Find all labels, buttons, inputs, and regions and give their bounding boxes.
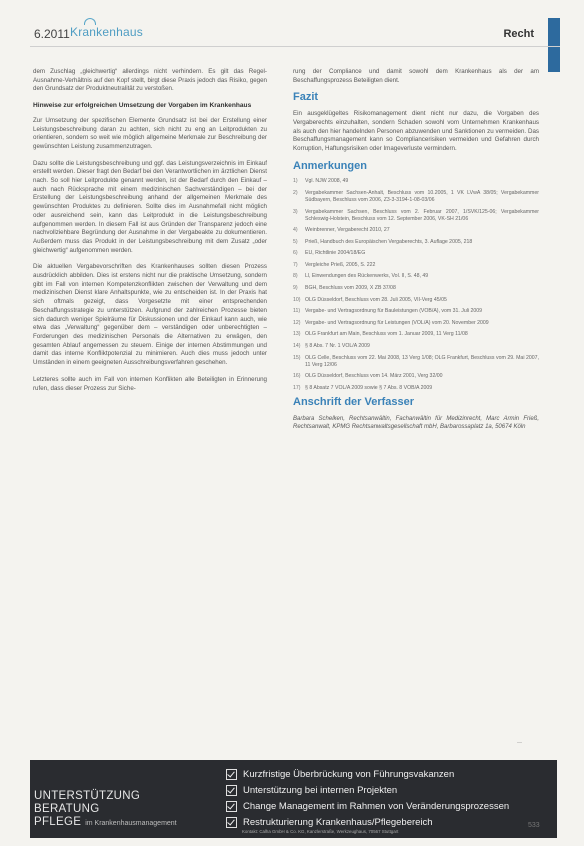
section-title: Recht (503, 28, 534, 40)
note-item: 17) § 8 Absatz 7 VOL/A 2009 sowie § 7 Abs. 8 VOB/A 2009 (293, 384, 433, 391)
logo-text: Krankenhaus (70, 25, 143, 39)
checkbox-icon (226, 785, 237, 796)
section-tab (548, 18, 560, 72)
paragraph: Zur Umsetzung der spezifischen Elemente Grundsatz ist bei der Erstellung einer Leistungsbeschreibung daran zu achten, sich nicht zu eng an Leitprodukten zu orientieren, sondern so weit wie möglich allgemeine Merkmale zur Beschreibung der gewünschten Leistung zusammenzutragen. (33, 116, 267, 150)
note-item: 6) EU, Richtlinie 2004/18/EG (293, 250, 366, 257)
note-item: 5) Prieß, Handbuch des Europäischen Vergaberechts, 3. Auflage 2005, 218 (293, 238, 473, 245)
authors-address: Barbara Schelken, Rechtsanwältin, Fachanwältin für Medizinrecht, Marc Armin Frieß, Rechtsanwalt, KPMG Rechtsanwaltsgesellschaft mbH, Barbarossaplatz 1a, 50674 Köln (293, 415, 539, 431)
page-header (0, 0, 584, 46)
note-item: 3) Vergabekammer Sachsen, Beschluss vom 2. Februar 2007, 1/SVK/125-06; Vergabekammer Schleswig-Holstein, Beschluss vom 12. September 2006, VK-SH 21/06 (293, 208, 539, 222)
note-item: 2) Vergabekammer Sachsen-Anhalt, Beschluss vom 10.2005, 1 VK LVwA 38/05; Vergabekammer Südbayern, Beschluss vom 2006, Z3-3-3194-1-08-03/06 (293, 189, 539, 203)
fazit-heading: Fazit (293, 91, 319, 104)
authors-heading: Anschrift der Verfasser (293, 395, 415, 408)
ad-list-item: Kurzfristige Überbrückung von Führungsvakanzen (226, 766, 509, 782)
note-item: 13) OLG Frankfurt am Main, Beschluss vom 1. Januar 2009, 11 Verg 11/08 (293, 331, 468, 338)
header-rule (30, 46, 560, 47)
note-item: 12) Vergabe- und Vertragsordnung für Leistungen (VOL/A) vom 20. November 2009 (293, 319, 489, 326)
note-item: 4) Weinbrenner, Vergaberecht 2010, 27 (293, 227, 390, 234)
paragraph: dem Zuschlag „gleichwertig“ allerdings nicht verhindern. Es gilt das Regel-Ausnahme-Verhältnis auf den Kopf stellt, birgt diese Praxis jedoch das Risiko, gegen den Grundsatz der Produktneutralität zu verstoßen. (33, 68, 267, 93)
ad-checklist (226, 766, 509, 830)
note-item: 8) Ll, Einwendungen des Rückenwerks, Vol. II, S. 48, 49 (293, 273, 429, 280)
notes-heading: Anmerkungen (293, 159, 367, 172)
ad-slogan (34, 790, 177, 830)
paragraph: Dazu sollte die Leistungsbeschreibung und ggf. das Leistungsverzeichnis im Einkauf erstellt werden. Dieser fragt den Bedarf bei den Verantwortlichen im ärztlichen Dienst nach. So soll hier Leitprodukte genannt werden, ist der Bedarf durch den Einkauf – auch nach Rücksprache mit einem medizinischen Sachverständigen – bei der Erstellung der Leistungsbeschreibung anhand der allgemeinen Merkmale des gewünschten Produktes zu definieren. Sollte dies im Ausnahmefall nicht möglich oder ausreichend sein, kann das Leitprodukt in die Leistungsbeschreibung aufgenommen werden. In diesem Fall ist aus Gründen der Transparenz jedoch eine nachvollziehbare Begründung der Ausnahme in der Vergabeakte zu dokumentieren. Außerdem muss das Produkt in der Leistungsbeschreibung mit dem Zusatz „oder gleichwertig“ aufgenommen werden. (33, 159, 267, 254)
ad-list-item: Restrukturierung Krankenhaus/Pflegebereich (226, 814, 509, 830)
logo-roof-icon (84, 18, 96, 25)
paragraph: rung der Compliance und damit sowohl dem Krankenhaus als der am Beschaffungsprozess Beteiligten dient. (293, 68, 539, 84)
ad-list-item: Unterstützung bei internen Projekten (226, 782, 509, 798)
ad-list-item: Change Management im Rahmen von Veränderungsprozessen (226, 798, 509, 814)
checkbox-icon (226, 817, 237, 828)
notes-list (293, 178, 539, 392)
paragraph: Ein ausgeklügeltes Risikomanagement dient nicht nur dazu, die Vorgaben des Vergaberechts einzuhalten, sondern Schaden sowohl vom Unternehmen Krankenhaus als auch den hier handelnden Personen abzuwenden und Sanktionen zu vermeiden. Das Beschaffungsmanagement kann so Compliancerisiken vermeiden und Gefahren durch Korruption, Haftungsrisiken oder Imageverluste vermindern. (293, 110, 539, 152)
note-item: 9) BGH, Beschluss vom 2009, X ZB 37/08 (293, 285, 396, 292)
subheading: Hinweise zur erfolgreichen Umsetzung der Vorgaben im Krankenhaus (33, 102, 252, 110)
ad-label: — (517, 740, 522, 746)
note-item: 15) OLG Celle, Beschluss vom 22. Mai 2008, 13 Verg 1/08; OLG Frankfurt, Beschluss vom 29. Mai 2007, 11 Verg 12/06 (293, 354, 539, 368)
checkbox-icon (226, 801, 237, 812)
advertisement-banner[interactable] (30, 760, 557, 838)
note-item: 14) § 8 Abs. 7 Nr. 1 VOL/A 2009 (293, 343, 370, 350)
note-item: 1) Vgl. NJW 2008, 49 (293, 178, 349, 185)
right-column (293, 68, 539, 432)
paragraph: Die aktuellen Vergabevorschriften des Krankenhauses sollten diesen Prozess ausdrücklich abbilden. Dies ist erstens nicht nur die praktische Umsetzung, sondern gibt im Fall von internen Kompetenzkonflikten zwischen der Verwaltung und dem medizinischen Dienst klare Anhaltspunkte, wie zu entscheiden ist. In der Praxis hat sich oftmals gezeigt, dass Vorgesetzte mit einer entsprechenden Beschaffungsstrategie zu unterstützen. Aufgrund der zahlreichen Prozesse bieten sich dadurch weniger Spielräume für Diskussionen und der Einkauf kann auch, wie etwa das „Verwaltung“ gegenüber dem – verständigen oder unberechtigten – Forderungen des medizinischen Personals die Alternativen zu erwägen, den gesamten Ablauf angemessen zu steuern. Einige der internen Abstimmungen und damit das interne Konfliktpotenzial zu minimieren. Auch dies muss jedoch unter Umständen in einem geeigneten Ausschreibungsverfahren geschehen. (33, 263, 267, 367)
ad-slogan-line: BERATUNG (34, 803, 100, 815)
ad-contact: Kontakt: Calha GmbH & Co. KG, Kanzlerstraße, Werkzeughaus, 70567 Stuttgart (242, 829, 399, 834)
left-column (33, 68, 267, 401)
checkbox-icon (226, 769, 237, 780)
note-item: 11) Vergabe- und Vertragsordnung für Bauleistungen (VOB/A), vom 31. Juli 2009 (293, 308, 483, 315)
paragraph: Letzteres sollte auch im Fall von internen Konflikten alle Beteiligten in Erinnerung rufen, dass dieser Prozess zur Siche- (33, 375, 267, 392)
page-number: 533 (528, 822, 540, 829)
ad-slogan-line: PFLEGE im Krankenhausmanagement (34, 816, 177, 828)
ad-slogan-line: UNTERSTÜTZUNG (34, 790, 141, 802)
note-item: 16) OLG Düsseldorf, Beschluss vom 14. März 2001, Verg 32/00 (293, 373, 443, 380)
note-item: 7) Vergleiche Prieß, 2005, S. 222 (293, 261, 376, 268)
note-item: 10) OLG Düsseldorf, Beschluss vom 28. Juli 2005, VII-Verg 45/05 (293, 296, 447, 303)
issue-number: 6.2011 (34, 27, 70, 41)
